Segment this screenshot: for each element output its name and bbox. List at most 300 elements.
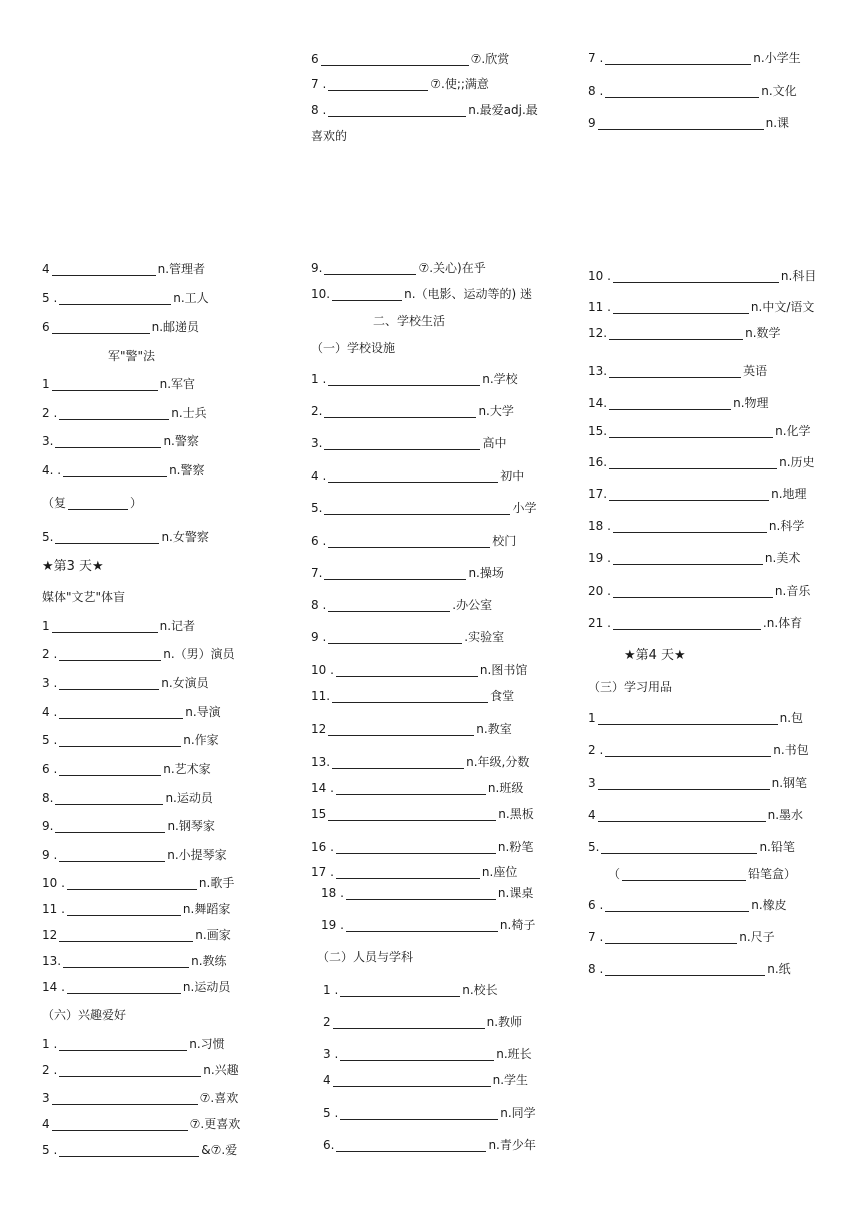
item-number: 5 . [42,733,58,747]
answer-blank[interactable] [328,104,466,117]
vocab-row [311,663,527,677]
word-meaning: n.科目 [780,269,817,283]
answer-blank[interactable] [609,397,731,410]
word-meaning: n.教练 [191,954,227,968]
vocab-row [42,705,221,719]
section-heading: （复 [42,496,67,510]
answer-blank[interactable] [328,808,496,821]
vocab-row [42,530,209,544]
item-number: 5. [311,501,323,515]
item-number: 9. [311,261,323,275]
item-number: 14 . [42,980,65,994]
word-meaning: n.导演 [185,705,221,719]
item-number: 9 [588,116,596,130]
answer-blank[interactable] [67,903,181,916]
item-number: 12. [588,326,608,340]
item-number: 1 . [42,1037,58,1051]
item-number: 7 . [588,930,604,944]
vocab-row [588,711,803,725]
item-number: 2 [323,1015,331,1029]
word-meaning: 校门 [492,534,517,548]
word-meaning: n.化学 [775,424,811,438]
item-number: 5 . [323,1106,339,1120]
answer-blank[interactable] [333,1074,491,1087]
word-meaning: n.文化 [761,84,797,98]
item-number: 4 . [42,705,58,719]
answer-blank[interactable] [324,567,466,580]
item-number: 1 [588,711,596,725]
answer-blank[interactable] [63,464,167,477]
word-meaning: n.课 [765,116,790,130]
vocab-row [588,269,816,283]
answer-blank[interactable] [340,1048,494,1061]
section-heading: （二）人员与学科 [317,950,414,964]
vocab-row [311,566,504,580]
vocab-row [42,463,205,477]
vocab-row [42,791,213,805]
item-number: 16. [588,455,608,469]
answer-blank[interactable] [609,425,773,438]
item-number: 3 . [42,676,58,690]
vocab-row [42,1037,225,1051]
vocab-row [588,300,814,314]
word-meaning: n.班级 [487,781,524,795]
vocab-row [42,262,205,276]
word-meaning: ） [130,496,143,510]
answer-blank[interactable] [52,1118,188,1131]
word-meaning: n.橡皮 [751,898,787,912]
word-meaning: ⑦.喜欢 [199,1091,239,1105]
vocab-row [42,733,219,747]
answer-blank[interactable] [59,734,181,747]
item-number: 19 . [588,551,611,565]
answer-blank[interactable] [605,931,737,944]
vocab-row [42,876,234,890]
item-number: 6 [311,52,319,66]
word-meaning: n.科学 [768,519,805,533]
item-number: 11 . [42,902,65,916]
item-number: 19 . [321,918,344,932]
vocab-row [311,630,504,644]
item-number: 10 . [42,876,65,890]
word-meaning: n.中文/语文 [750,300,815,314]
answer-blank[interactable] [609,488,769,501]
vocab-row [588,519,804,533]
item-number: 1 [42,377,50,391]
item-number: 13. [311,755,331,769]
answer-blank[interactable] [67,981,181,994]
vocab-row [588,116,789,130]
item-number: 3. [42,434,54,448]
vocab-row [588,551,800,565]
answer-blank[interactable] [336,664,478,677]
answer-blank[interactable] [67,877,197,890]
item-number: 6 . [311,534,327,548]
word-meaning: n.学生 [492,1073,529,1087]
vocab-row [321,886,533,900]
answer-blank[interactable] [328,470,498,483]
answer-blank[interactable] [598,777,770,790]
section-heading: （六）兴趣爱好 [42,1008,127,1022]
vocab-row [588,776,807,790]
item-number: 13. [42,954,62,968]
item-number: 11 . [588,300,611,314]
vocab-row [42,928,231,942]
word-meaning: n.墨水 [767,808,804,822]
item-number: 7 . [588,51,604,65]
answer-blank[interactable] [328,723,474,736]
answer-blank[interactable] [52,378,158,391]
item-number: 2 . [42,1063,58,1077]
answer-blank[interactable] [340,1107,498,1120]
vocab-row [42,819,215,833]
item-number: 2 . [588,743,604,757]
word-meaning: n.尺子 [739,930,775,944]
word-meaning: 小学 [512,501,537,515]
vocab-row [42,590,125,604]
section-heading: （三）学习用品 [588,680,673,694]
item-number: 21 . [588,616,611,630]
answer-blank[interactable] [613,520,767,533]
day-heading: ★第3 天★ [42,559,104,574]
word-meaning: n.记者 [159,619,196,633]
vocab-row [588,962,791,976]
word-meaning: 高中 [482,436,507,450]
answer-blank[interactable] [324,437,480,450]
item-number: 9. [42,819,54,833]
word-meaning: n.工人 [173,291,209,305]
vocab-row [588,455,815,469]
item-number: 4 [42,1117,50,1131]
vocab-row [588,84,797,98]
answer-blank[interactable] [52,263,156,276]
word-meaning: n.座位 [481,865,518,879]
vocab-row [42,762,211,776]
item-number: 4 . [311,469,327,483]
word-meaning: n.数学 [745,326,781,340]
answer-blank[interactable] [622,868,746,881]
answer-blank[interactable] [59,1064,201,1077]
word-meaning: ⑦.关心)在乎 [418,261,486,275]
word-meaning: n.椅子 [499,918,536,932]
item-number: 4 [42,262,50,276]
vocab-row [311,722,512,736]
word-meaning: n.美术 [764,551,801,565]
vocab-row [311,598,492,612]
answer-blank[interactable] [605,85,759,98]
vocab-row [42,1143,237,1157]
vocab-row [323,1138,536,1152]
answer-blank[interactable] [328,631,462,644]
item-number: 14 . [311,781,334,795]
word-meaning: n.青少年 [488,1138,536,1152]
word-meaning: n.军官 [159,377,196,391]
word-meaning: n.物理 [733,396,769,410]
word-meaning: n.作家 [183,733,219,747]
answer-blank[interactable] [52,620,158,633]
word-meaning: n.最爱adj.最 [468,103,538,117]
answer-blank[interactable] [324,502,510,515]
vocab-row [321,918,535,932]
word-meaning: n.教师 [486,1015,523,1029]
word-meaning: n.女警察 [161,530,209,544]
word-meaning: n.运动员 [165,791,213,805]
answer-blank[interactable] [609,456,777,469]
vocab-row [323,983,498,997]
answer-blank[interactable] [598,712,778,725]
vocab-row [588,616,802,630]
answer-blank[interactable] [346,919,498,932]
vocab-row [588,326,781,340]
answer-blank[interactable] [336,782,486,795]
answer-blank[interactable] [59,1144,199,1157]
vocab-row [42,902,230,916]
section-heading: 喜欢的 [311,129,348,143]
answer-blank[interactable] [332,756,464,769]
vocab-row [42,619,195,633]
vocab-row [311,77,489,91]
answer-blank[interactable] [55,531,159,544]
vocab-row [42,406,207,420]
answer-blank[interactable] [59,677,159,690]
vocab-row [311,52,509,66]
answer-blank[interactable] [332,288,402,301]
vocab-row [42,377,195,391]
item-number: 10 . [311,663,334,677]
word-meaning: n.黑板 [498,807,534,821]
word-meaning: n.书包 [773,743,809,757]
vocab-row [42,647,235,661]
word-meaning: 铅笔盒） [748,867,797,881]
vocab-row [42,496,142,510]
word-meaning: n.铅笔 [759,840,795,854]
item-number: 7. [311,566,323,580]
answer-blank[interactable] [59,929,193,942]
answer-blank[interactable] [59,292,171,305]
item-number: 1 [42,619,50,633]
answer-blank[interactable] [59,849,165,862]
vocab-row [588,364,767,378]
word-meaning: n.习惯 [189,1037,225,1051]
item-number: 15 [311,807,327,821]
answer-blank[interactable] [321,53,469,66]
answer-blank[interactable] [328,78,428,91]
vocab-row [42,560,104,574]
answer-blank[interactable] [324,262,416,275]
vocab-row [42,1008,126,1022]
answer-blank[interactable] [328,373,480,386]
answer-blank[interactable] [333,1016,485,1029]
answer-blank[interactable] [609,327,743,340]
vocab-row [311,404,514,418]
word-meaning: n.粉笔 [497,840,534,854]
answer-blank[interactable] [59,1038,187,1051]
answer-blank[interactable] [63,955,189,968]
section-heading: 二、学校生活 [373,314,446,328]
vocab-row [42,1091,238,1105]
vocab-row [311,689,514,703]
word-meaning: n.画家 [195,928,231,942]
answer-blank[interactable] [52,1092,198,1105]
item-number: 12 [311,722,327,736]
item-number: 3. [311,436,323,450]
answer-blank[interactable] [324,405,476,418]
item-number: 6. [323,1138,335,1152]
word-meaning: n.班长 [496,1047,532,1061]
vocab-row [317,950,413,964]
vocab-row [311,287,532,301]
answer-blank[interactable] [59,706,183,719]
item-number: 4 [588,808,596,822]
word-meaning: .办公室 [452,598,493,612]
item-number: 9 . [42,848,58,862]
word-meaning: n.警察 [169,463,205,477]
word-meaning: n.小学生 [753,51,801,65]
word-meaning: n.课桌 [497,886,534,900]
item-number: 11. [311,689,331,703]
vocab-row [588,930,775,944]
answer-blank[interactable] [613,270,779,283]
item-number: 8 . [311,103,327,117]
item-number: 7 . [311,77,327,91]
word-meaning: 英语 [743,364,768,378]
word-meaning: .n.体育 [762,616,803,630]
item-number: 4 [323,1073,331,1087]
item-number: 18 . [588,519,611,533]
vocab-row [588,808,803,822]
item-number: 5. [588,840,600,854]
word-meaning: n.（电影、运动等的) 迷 [404,287,533,301]
answer-blank[interactable] [55,792,163,805]
word-meaning: &⑦.爱 [201,1143,238,1157]
item-number: 20 . [588,584,611,598]
answer-blank[interactable] [336,866,480,879]
answer-blank[interactable] [598,809,766,822]
vocab-row [323,1073,528,1087]
answer-blank[interactable] [605,744,771,757]
answer-blank[interactable] [68,497,128,510]
word-meaning: n.图书馆 [479,663,528,677]
answer-blank[interactable] [605,899,749,912]
vocab-row [311,755,529,769]
answer-blank[interactable] [613,585,773,598]
answer-blank[interactable] [605,52,751,65]
answer-blank[interactable] [613,552,763,565]
answer-blank[interactable] [598,117,764,130]
vocab-row [588,396,769,410]
vocab-row [42,434,199,448]
item-number: 1 . [323,983,339,997]
vocab-row [323,1047,532,1061]
answer-blank[interactable] [609,365,741,378]
vocab-row [42,954,227,968]
word-meaning: n.历史 [779,455,815,469]
answer-blank[interactable] [613,617,761,630]
vocab-row [588,680,672,694]
vocab-row [108,349,155,363]
item-number: 1 . [311,372,327,386]
answer-blank[interactable] [59,648,161,661]
vocab-row [42,676,209,690]
section-heading: 媒体"文艺"体盲 [42,590,126,604]
vocab-row [311,781,523,795]
word-meaning: n.艺术家 [163,762,211,776]
answer-blank[interactable] [52,321,150,334]
answer-blank[interactable] [346,887,496,900]
vocab-row [624,649,686,663]
vocab-row [311,534,516,548]
vocab-row [588,584,810,598]
vocab-row [42,1063,239,1077]
vocab-row [311,840,533,854]
word-meaning: n.校长 [462,983,498,997]
vocab-row [311,341,395,355]
section-heading: 军"警"法 [108,349,156,363]
word-meaning: ⑦.更喜欢 [189,1117,241,1131]
item-number: 3 . [323,1047,339,1061]
word-meaning: ⑦.使;;满意 [430,77,489,91]
item-number: 17 . [311,865,334,879]
answer-blank[interactable] [613,301,749,314]
section-heading: （一）学校设施 [311,341,396,355]
word-meaning: n.小提琴家 [167,848,227,862]
answer-blank[interactable] [59,407,169,420]
word-meaning: ⑦.欣赏 [470,52,510,66]
word-meaning: 食堂 [490,689,515,703]
item-number: 2 . [42,647,58,661]
word-meaning: n.管理者 [157,262,206,276]
word-meaning: n.地理 [771,487,807,501]
vocab-row [311,103,538,117]
vocab-row [588,840,795,854]
answer-blank[interactable] [336,1139,486,1152]
word-meaning: n.邮递员 [151,320,200,334]
word-meaning: n.同学 [500,1106,536,1120]
item-number: 6 . [588,898,604,912]
answer-blank[interactable] [55,820,165,833]
answer-blank[interactable] [59,763,161,776]
vocab-row [311,436,506,450]
word-meaning: n.钢笔 [771,776,808,790]
vocab-row [588,487,807,501]
answer-blank[interactable] [332,690,488,703]
vocab-row [42,848,227,862]
answer-blank[interactable] [328,535,490,548]
answer-blank[interactable] [340,984,460,997]
answer-blank[interactable] [55,435,161,448]
answer-blank[interactable] [336,841,496,854]
answer-blank[interactable] [328,599,450,612]
item-number: 3 [588,776,596,790]
item-number: 15. [588,424,608,438]
vocab-row [323,1015,522,1029]
vocab-row [608,867,796,881]
item-number: 5. [42,530,54,544]
vocab-row [311,372,518,386]
item-number: 5 . [42,291,58,305]
day-heading: ★第4 天★ [624,648,686,663]
vocab-row [311,469,524,483]
word-meaning: n.包 [779,711,804,725]
vocab-row [588,898,787,912]
vocab-row [323,1106,536,1120]
answer-blank[interactable] [601,841,757,854]
answer-blank[interactable] [605,963,765,976]
word-meaning: n.歌手 [198,876,235,890]
item-number: 18 . [321,886,344,900]
item-number: 4. . [42,463,62,477]
vocab-row [311,501,536,515]
